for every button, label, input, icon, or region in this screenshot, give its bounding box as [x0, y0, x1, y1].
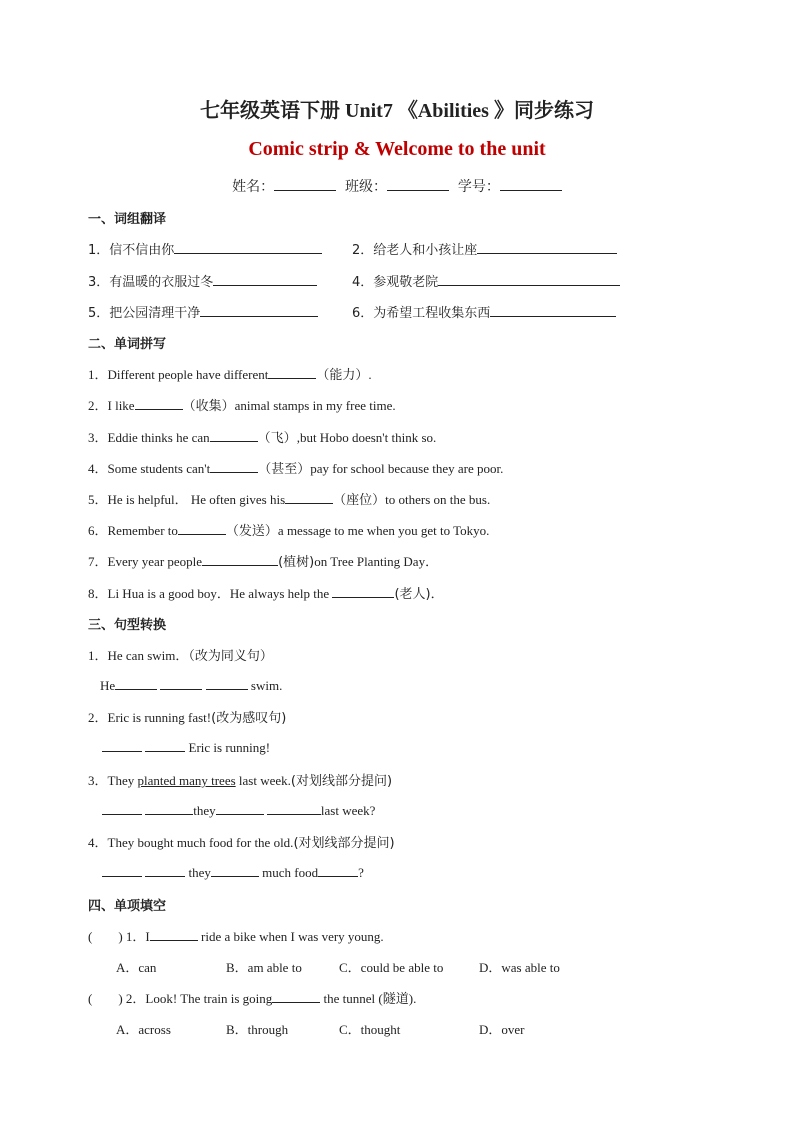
spelling-item: 4．Some students can't （甚至）pay for school because they are poor. — [88, 461, 504, 477]
section4-heading: 四、单项填空 — [88, 899, 167, 914]
transform-q4: 4．They bought much food for the old.(对划线部分提问) — [88, 835, 395, 851]
answer-blank[interactable] — [216, 801, 264, 815]
spelling-item: 6．Remember to （发送）a message to me when you get to Tokyo. — [88, 523, 490, 539]
answer-blank[interactable] — [477, 240, 617, 254]
name-label: 姓名： — [232, 179, 275, 195]
id-label: 学号： — [457, 179, 500, 195]
answer-blank[interactable] — [102, 801, 142, 815]
answer-blank[interactable] — [102, 738, 142, 752]
answer-bracket[interactable]: ( ) — [88, 929, 123, 944]
phrase-item: 1．信不信由你 — [88, 239, 322, 258]
phrase-item: 2．给老人和小孩让座 — [352, 239, 617, 258]
answer-blank[interactable] — [115, 676, 157, 690]
class-blank[interactable] — [387, 177, 449, 191]
answer-blank[interactable] — [102, 863, 142, 877]
answer-blank[interactable] — [490, 303, 616, 317]
answer-bracket[interactable]: ( ) — [88, 991, 123, 1006]
option-c[interactable]: C．thought — [339, 1022, 401, 1037]
section3-heading: 三、句型转换 — [88, 618, 167, 633]
answer-blank[interactable] — [285, 490, 333, 504]
answer-blank[interactable] — [145, 863, 185, 877]
answer-blank[interactable] — [332, 584, 394, 598]
answer-blank[interactable] — [202, 552, 278, 566]
answer-blank[interactable] — [213, 272, 317, 286]
section1-heading: 一、词组翻译 — [88, 212, 167, 227]
answer-blank[interactable] — [267, 801, 321, 815]
student-info-row — [0, 176, 794, 196]
transform-q1-answer: He swim. — [100, 678, 283, 693]
transform-q3-answer: they last week? — [102, 801, 375, 819]
phrase-item: 4．参观敬老院 — [352, 271, 620, 290]
answer-blank[interactable] — [135, 396, 183, 410]
answer-blank[interactable] — [178, 521, 226, 535]
answer-blank[interactable] — [174, 240, 322, 254]
page-title: 七年级英语下册 Unit7 《Abilities 》同步练习 — [200, 100, 594, 122]
class-label: 班级： — [345, 179, 387, 195]
spelling-item: 5．He is helpful． He often gives his （座位）to others on the bus. — [88, 492, 491, 508]
answer-blank[interactable] — [150, 927, 198, 941]
name-blank[interactable] — [274, 177, 336, 191]
mc-question: ( ) 1．I ride a bike when I was very young. — [88, 929, 384, 944]
answer-blank[interactable] — [210, 459, 258, 473]
spelling-item: 3．Eddie thinks he can （飞）,but Hobo doesn't think so. — [88, 430, 437, 446]
transform-q4-answer: they much food ? — [102, 863, 364, 881]
section2-heading: 二、单词拼写 — [88, 337, 167, 352]
option-a[interactable]: A．across — [116, 1022, 171, 1037]
answer-blank[interactable] — [210, 428, 258, 442]
answer-blank[interactable] — [272, 989, 320, 1003]
transform-q2: 2．Eric is running fast!(改为感叹句) — [88, 710, 287, 726]
answer-blank[interactable] — [145, 801, 193, 815]
id-blank[interactable] — [500, 177, 562, 191]
answer-blank[interactable] — [160, 676, 202, 690]
phrase-item: 5．把公园清理干净 — [88, 302, 318, 321]
option-a[interactable]: A．can — [116, 960, 157, 975]
page-subtitle: Comic strip & Welcome to the unit — [248, 138, 546, 160]
option-d[interactable]: D．over — [479, 1022, 525, 1037]
spelling-item: 7．Every year people (植树)on Tree Planting Day． — [88, 554, 439, 570]
transform-q3: 3．They planted many trees last week.(对划线部分提问) — [88, 773, 393, 789]
answer-blank[interactable] — [145, 738, 185, 752]
answer-blank[interactable] — [206, 676, 248, 690]
answer-blank[interactable] — [438, 272, 620, 286]
answer-blank[interactable] — [318, 863, 358, 877]
spelling-item: 1．Different people have different （能力）. — [88, 367, 372, 383]
underlined-phrase: planted many trees — [137, 773, 236, 788]
mc-question: ( ) 2．Look! The train is going the tunnel (隧道). — [88, 991, 417, 1006]
spelling-item: 2．I like （收集）animal stamps in my free time. — [88, 398, 396, 414]
option-b[interactable]: B．through — [226, 1022, 289, 1037]
option-d[interactable]: D．was able to — [479, 960, 560, 975]
spelling-item: 8．Li Hua is a good boy．He always help the (老人)． — [88, 586, 444, 602]
phrase-item: 6．为希望工程收集东西 — [352, 302, 616, 321]
transform-q2-answer: Eric is running! — [102, 738, 270, 756]
option-b[interactable]: B．am able to — [226, 960, 302, 975]
answer-blank[interactable] — [211, 863, 259, 877]
transform-q1: 1．He can swim．（改为同义句） — [88, 648, 273, 664]
answer-blank[interactable] — [200, 303, 318, 317]
answer-blank[interactable] — [268, 365, 316, 379]
phrase-item: 3．有温暖的衣服过冬 — [88, 271, 317, 290]
option-c[interactable]: C．could be able to — [339, 960, 444, 975]
